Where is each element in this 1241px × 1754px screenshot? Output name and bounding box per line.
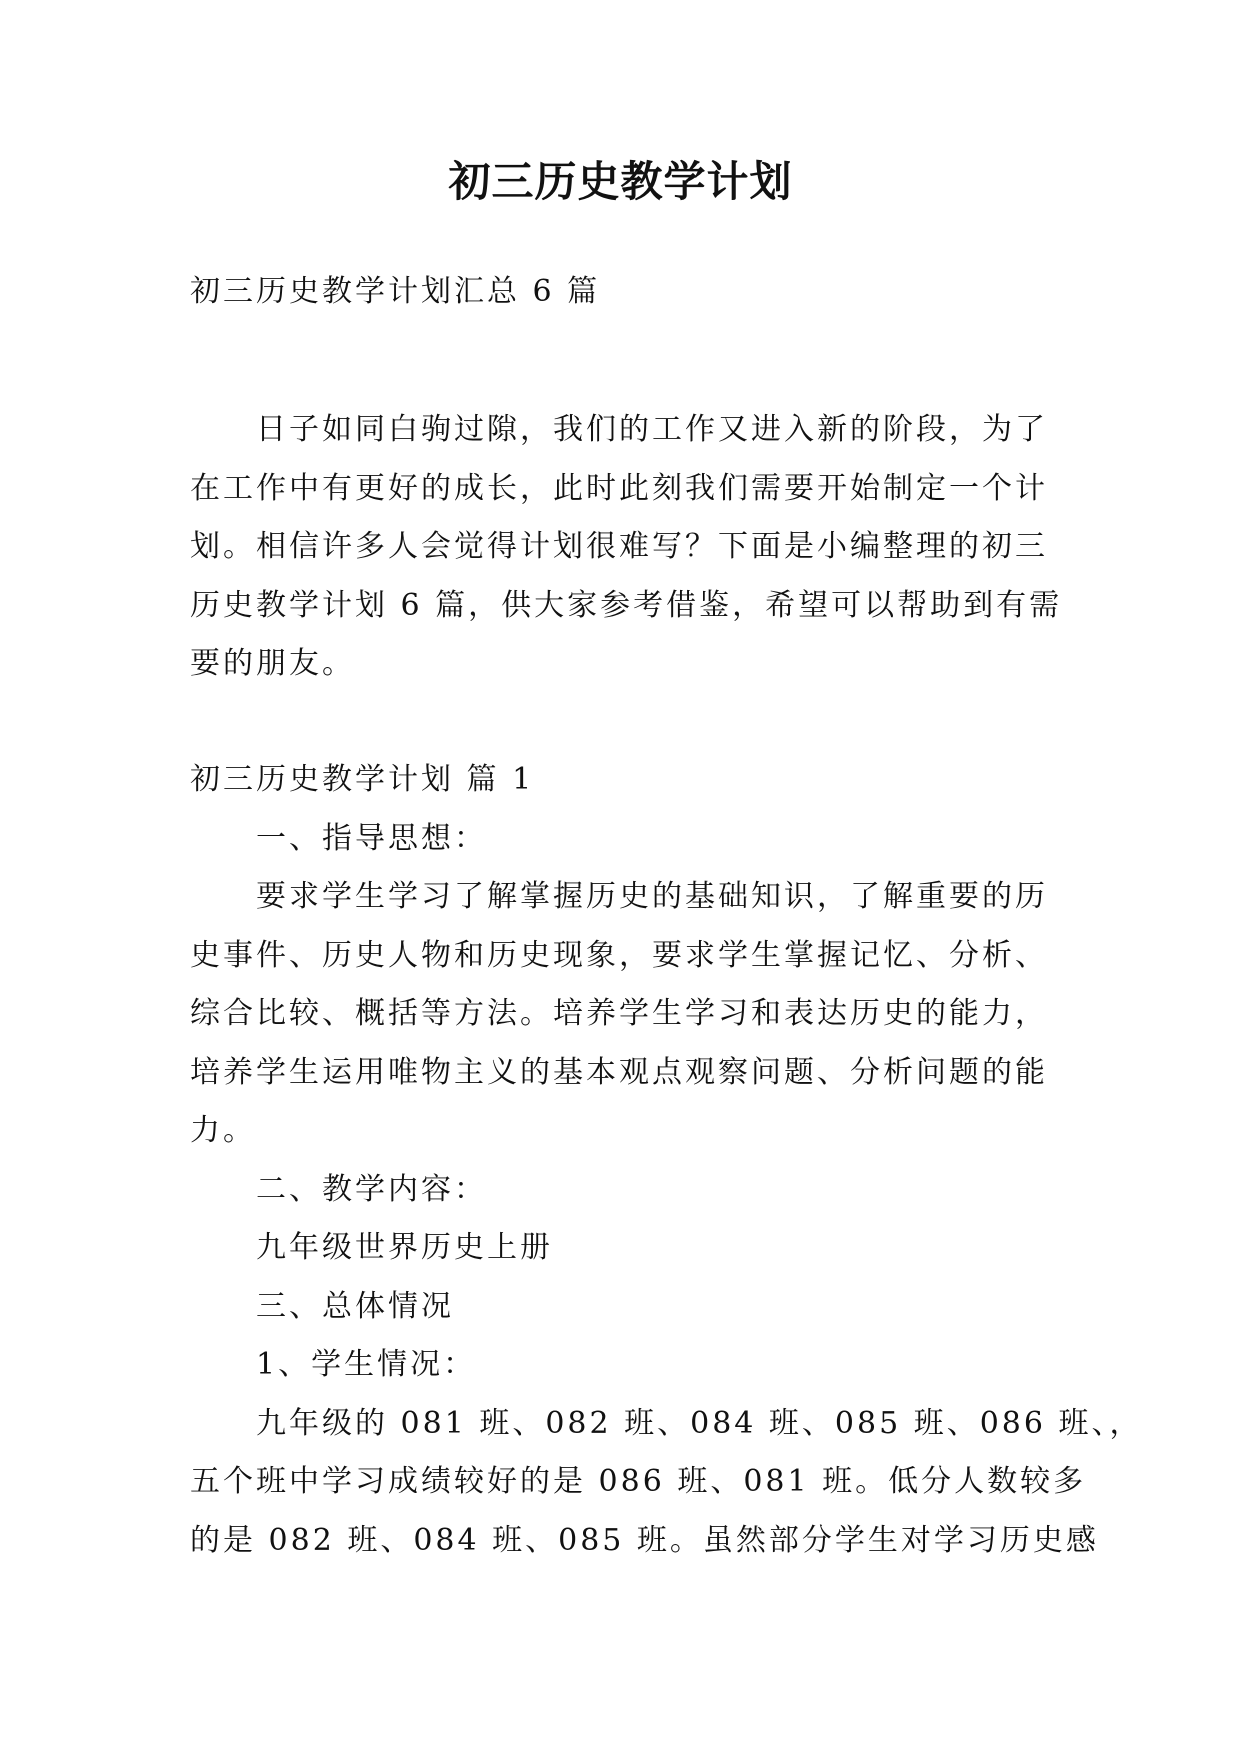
section-line: 的是 082 班、084 班、085 班。虽然部分学生对学习历史感	[190, 1522, 1099, 1558]
document-title: 初三历史教学计划	[448, 157, 793, 206]
section-line: 综合比较、概括等方法。培养学生学习和表达历史的能力，	[190, 996, 1048, 1031]
section-line: 培养学生运用唯物主义的基本观点观察问题、分析问题的能	[190, 1054, 1048, 1090]
intro-line: 日子如同白驹过隙，我们的工作又进入新的阶段，为了	[256, 412, 1048, 447]
section-subheading: 1、学生情况：	[256, 1347, 477, 1382]
section-line: 史事件、历史人物和历史现象，要求学生掌握记忆、分析、	[190, 937, 1048, 973]
intro-line: 要的朋友。	[190, 646, 355, 681]
section-subheading: 二、教学内容：	[256, 1171, 487, 1207]
document-subtitle: 初三历史教学计划汇总 6 篇	[190, 274, 601, 309]
section-heading: 初三历史教学计划 篇 1	[190, 762, 535, 797]
intro-line: 在工作中有更好的成长，此时此刻我们需要开始制定一个计	[190, 470, 1048, 506]
section-line: 九年级的 081 班、082 班、084 班、085 班、086 班、，	[256, 1405, 1143, 1441]
section-subheading: 一、指导思想：	[256, 820, 487, 856]
section-subheading: 三、总体情况	[256, 1288, 454, 1324]
section-line: 九年级世界历史上册	[256, 1230, 553, 1265]
section-line: 力。	[190, 1113, 256, 1148]
section-line: 五个班中学习成绩较好的是 086 班、081 班。低分人数较多	[190, 1464, 1087, 1499]
section-line: 要求学生学习了解掌握历史的基础知识，了解重要的历	[256, 879, 1048, 914]
intro-line: 历史教学计划 6 篇，供大家参考借鉴，希望可以帮助到有需	[190, 587, 1063, 623]
intro-line: 划。相信许多人会觉得计划很难写？下面是小编整理的初三	[190, 529, 1048, 564]
section-1	[190, 751, 1143, 1570]
intro-paragraph	[190, 401, 1063, 694]
